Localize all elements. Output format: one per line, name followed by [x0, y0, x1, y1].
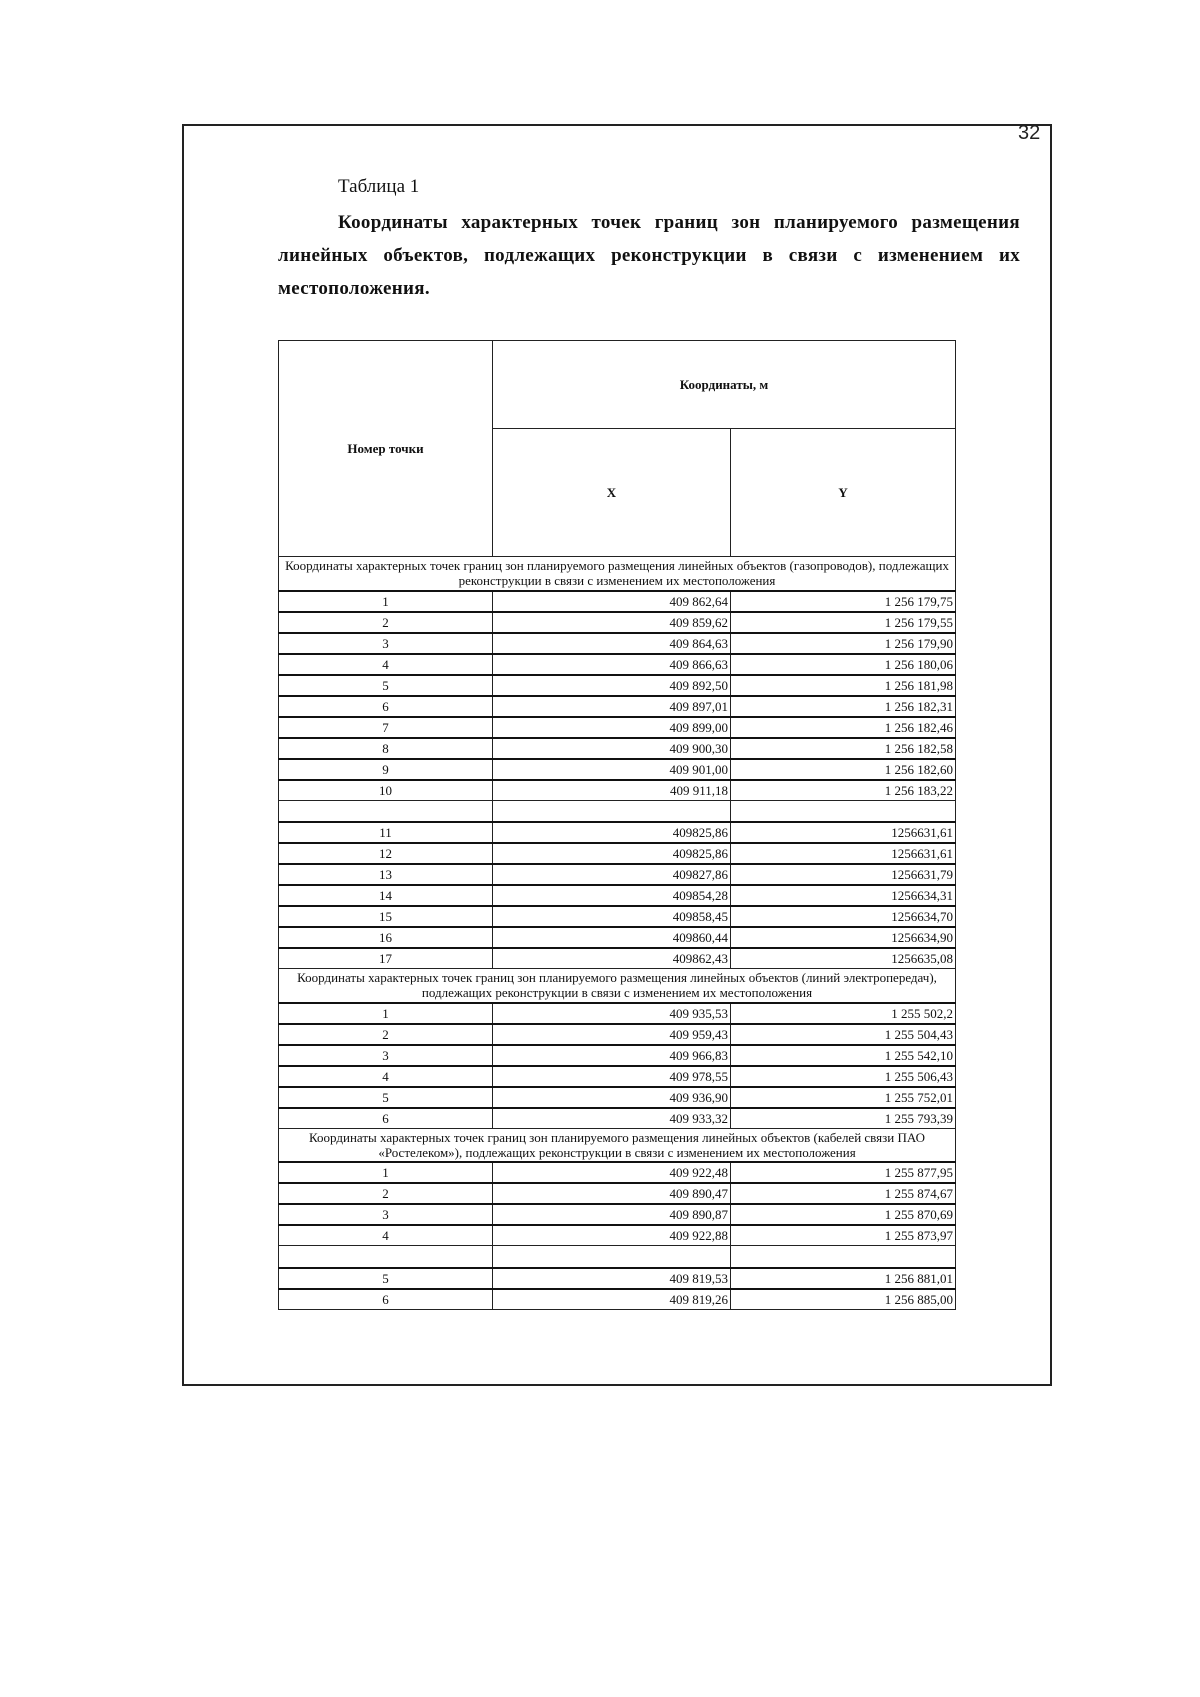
x-coordinate-cell: 409 900,30 [493, 738, 731, 759]
table-row [279, 1024, 956, 1045]
point-number-cell: 5 [279, 1087, 493, 1108]
table-row [279, 1045, 956, 1066]
point-number-cell [279, 1246, 493, 1268]
x-coordinate-cell: 409 819,26 [493, 1289, 731, 1310]
y-coordinate-cell: 1 255 542,10 [731, 1045, 956, 1066]
point-number-cell: 4 [279, 1225, 493, 1246]
point-number-cell: 2 [279, 1183, 493, 1204]
section-row [279, 557, 956, 591]
x-coordinate-cell: 409 922,48 [493, 1162, 731, 1183]
point-number-cell: 3 [279, 633, 493, 654]
y-coordinate-cell: 1 255 877,95 [731, 1162, 956, 1183]
point-number-cell: 6 [279, 696, 493, 717]
section-row [279, 969, 956, 1003]
point-number-cell: 17 [279, 948, 493, 969]
table-row [279, 759, 956, 780]
y-coordinate-cell: 1 255 793,39 [731, 1108, 956, 1129]
y-coordinate-cell [731, 1246, 956, 1268]
y-coordinate-cell: 1256634,31 [731, 885, 956, 906]
point-number-cell: 14 [279, 885, 493, 906]
x-coordinate-cell: 409862,43 [493, 948, 731, 969]
table-row [279, 780, 956, 801]
table-row [279, 843, 956, 864]
y-coordinate-cell [731, 800, 956, 822]
point-number-cell [279, 800, 493, 822]
y-coordinate-cell: 1256634,90 [731, 927, 956, 948]
section-row [279, 1128, 956, 1162]
point-number-cell: 12 [279, 843, 493, 864]
x-coordinate-cell: 409 935,53 [493, 1003, 731, 1024]
point-number-cell: 13 [279, 864, 493, 885]
y-coordinate-cell: 1 255 874,67 [731, 1183, 956, 1204]
y-coordinate-cell: 1 255 506,43 [731, 1066, 956, 1087]
table-caption: Таблица 1 [338, 176, 420, 197]
y-coordinate-cell: 1 256 179,75 [731, 591, 956, 612]
table-row [279, 717, 956, 738]
point-number-cell: 3 [279, 1204, 493, 1225]
point-number-cell: 9 [279, 759, 493, 780]
x-coordinate-cell: 409 911,18 [493, 780, 731, 801]
header-coordinates: Координаты, м [493, 341, 956, 429]
x-coordinate-cell: 409854,28 [493, 885, 731, 906]
section-title: Координаты характерных точек границ зон планируемого размещения линейных объектов (газопроводов), подлежащих реконструкции в связи с изменением их местоположения [279, 557, 956, 591]
x-coordinate-cell: 409 901,00 [493, 759, 731, 780]
point-number-cell: 5 [279, 1268, 493, 1289]
y-coordinate-cell: 1 255 870,69 [731, 1204, 956, 1225]
point-number-cell: 2 [279, 612, 493, 633]
table-row [279, 1066, 956, 1087]
x-coordinate-cell: 409 933,32 [493, 1108, 731, 1129]
y-coordinate-cell: 1256631,61 [731, 822, 956, 843]
table-row [279, 1183, 956, 1204]
point-number-cell: 1 [279, 1003, 493, 1024]
table-row [279, 906, 956, 927]
x-coordinate-cell: 409 864,63 [493, 633, 731, 654]
table-row [279, 1246, 956, 1268]
y-coordinate-cell: 1 256 182,60 [731, 759, 956, 780]
y-coordinate-cell: 1256634,70 [731, 906, 956, 927]
x-coordinate-cell: 409 892,50 [493, 675, 731, 696]
table-row [279, 927, 956, 948]
table-row [279, 633, 956, 654]
x-coordinate-cell: 409 890,87 [493, 1204, 731, 1225]
point-number-cell: 11 [279, 822, 493, 843]
coordinates-table [278, 340, 956, 1310]
y-coordinate-cell: 1256631,79 [731, 864, 956, 885]
point-number-cell: 2 [279, 1024, 493, 1045]
table-row [279, 1289, 956, 1310]
table-heading: Координаты характерных точек границ зон планируемого размещения линейных объектов, подлежащих реконструкции в связи с изменением их местоположения. [278, 212, 1020, 299]
x-coordinate-cell: 409 966,83 [493, 1045, 731, 1066]
y-coordinate-cell: 1 255 752,01 [731, 1087, 956, 1108]
x-coordinate-cell: 409825,86 [493, 843, 731, 864]
section-title: Координаты характерных точек границ зон планируемого размещения линейных объектов (кабелей связи ПАО «Ростелеком»), подлежащих реконструкции в связи с изменением их местоположения [279, 1128, 956, 1162]
y-coordinate-cell: 1 256 183,22 [731, 780, 956, 801]
header-x: X [493, 429, 731, 557]
y-coordinate-cell: 1 256 182,46 [731, 717, 956, 738]
point-number-cell: 4 [279, 1066, 493, 1087]
y-coordinate-cell: 1 256 182,31 [731, 696, 956, 717]
x-coordinate-cell: 409 819,53 [493, 1268, 731, 1289]
x-coordinate-cell: 409 862,64 [493, 591, 731, 612]
x-coordinate-cell: 409 922,88 [493, 1225, 731, 1246]
table-row [279, 591, 956, 612]
point-number-cell: 5 [279, 675, 493, 696]
table-row [279, 1108, 956, 1129]
y-coordinate-cell: 1 256 180,06 [731, 654, 956, 675]
x-coordinate-cell: 409 899,00 [493, 717, 731, 738]
x-coordinate-cell [493, 1246, 731, 1268]
table-row [279, 885, 956, 906]
point-number-cell: 4 [279, 654, 493, 675]
point-number-cell: 16 [279, 927, 493, 948]
header-point-number: Номер точки [279, 341, 493, 557]
table-row [279, 822, 956, 843]
table-row [279, 800, 956, 822]
table-row [279, 1003, 956, 1024]
point-number-cell: 10 [279, 780, 493, 801]
point-number-cell: 6 [279, 1108, 493, 1129]
table-row [279, 612, 956, 633]
point-number-cell: 1 [279, 1162, 493, 1183]
table-row [279, 738, 956, 759]
y-coordinate-cell: 1 256 179,55 [731, 612, 956, 633]
point-number-cell: 7 [279, 717, 493, 738]
section-title: Координаты характерных точек границ зон планируемого размещения линейных объектов (линий электропередач), подлежащих реконструкции в связи с изменением их местоположения [279, 969, 956, 1003]
x-coordinate-cell: 409 936,90 [493, 1087, 731, 1108]
table-row [279, 1268, 956, 1289]
x-coordinate-cell: 409827,86 [493, 864, 731, 885]
x-coordinate-cell: 409 959,43 [493, 1024, 731, 1045]
y-coordinate-cell: 1 255 873,97 [731, 1225, 956, 1246]
x-coordinate-cell: 409 859,62 [493, 612, 731, 633]
y-coordinate-cell: 1 255 504,43 [731, 1024, 956, 1045]
y-coordinate-cell: 1 256 885,00 [731, 1289, 956, 1310]
x-coordinate-cell: 409 978,55 [493, 1066, 731, 1087]
y-coordinate-cell: 1 255 502,2 [731, 1003, 956, 1024]
y-coordinate-cell: 1 256 182,58 [731, 738, 956, 759]
table-row [279, 1162, 956, 1183]
table-row [279, 654, 956, 675]
table-row [279, 1204, 956, 1225]
point-number-cell: 8 [279, 738, 493, 759]
table-row [279, 675, 956, 696]
y-coordinate-cell: 1 256 179,90 [731, 633, 956, 654]
x-coordinate-cell: 409 897,01 [493, 696, 731, 717]
y-coordinate-cell: 1 256 181,98 [731, 675, 956, 696]
x-coordinate-cell: 409860,44 [493, 927, 731, 948]
x-coordinate-cell: 409825,86 [493, 822, 731, 843]
y-coordinate-cell: 1 256 881,01 [731, 1268, 956, 1289]
x-coordinate-cell: 409858,45 [493, 906, 731, 927]
y-coordinate-cell: 1256631,61 [731, 843, 956, 864]
point-number-cell: 6 [279, 1289, 493, 1310]
x-coordinate-cell: 409 890,47 [493, 1183, 731, 1204]
point-number-cell: 15 [279, 906, 493, 927]
y-coordinate-cell: 1256635,08 [731, 948, 956, 969]
table-row [279, 864, 956, 885]
x-coordinate-cell [493, 800, 731, 822]
x-coordinate-cell: 409 866,63 [493, 654, 731, 675]
table-row [279, 696, 956, 717]
point-number-cell: 1 [279, 591, 493, 612]
point-number-cell: 3 [279, 1045, 493, 1066]
page-number: 32 [1018, 122, 1041, 144]
table-row [279, 1087, 956, 1108]
table-row [279, 948, 956, 969]
header-y: Y [731, 429, 956, 557]
table-row [279, 1225, 956, 1246]
